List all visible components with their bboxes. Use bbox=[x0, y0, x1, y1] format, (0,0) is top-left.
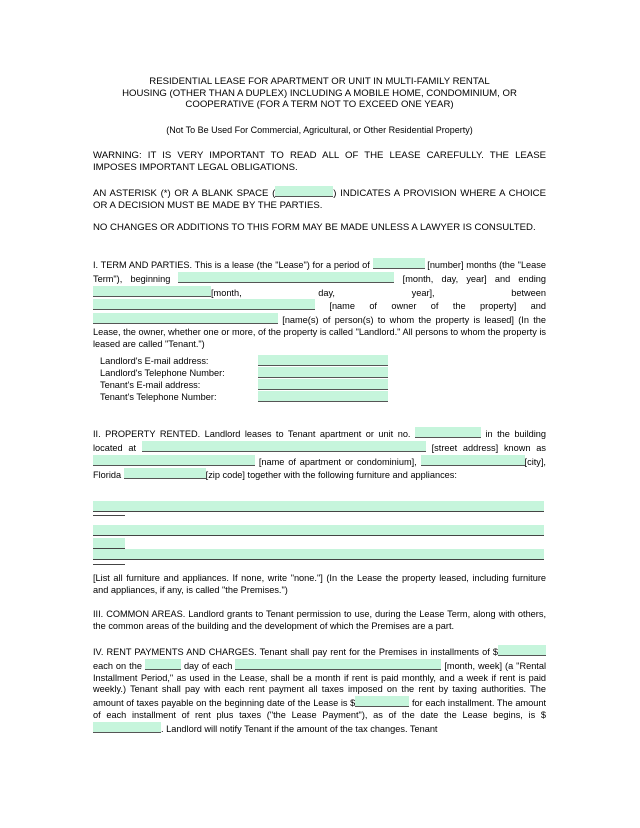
zip-code-field[interactable] bbox=[124, 468, 206, 479]
common-areas-section bbox=[93, 609, 546, 633]
common-areas-text: Landlord grants to Tenant permission to use, during the Lease Term, along with others, the common areas of the building and the development of which the Premises are a part. bbox=[93, 609, 546, 631]
sample-blank-field[interactable] bbox=[275, 186, 333, 197]
landlord-email-field[interactable] bbox=[258, 355, 388, 366]
property-text: [city], Florida bbox=[93, 456, 546, 481]
lease-payment-amount-field[interactable] bbox=[93, 722, 161, 733]
warning-paragraph: WARNING: IT IS VERY IMPORTANT TO READ ALL OF THE LEASE CAREFULLY. THE LEASE IMPOSES IMPORTANT LEGAL OBLIGATIONS. bbox=[93, 150, 546, 173]
asterisk-paragraph bbox=[93, 186, 546, 212]
furniture-line-stub bbox=[93, 563, 125, 565]
property-heading: II. PROPERTY RENTED. bbox=[93, 429, 201, 439]
furniture-field-2[interactable] bbox=[93, 525, 544, 536]
term-section bbox=[93, 258, 546, 351]
furniture-note: [List all furniture and appliances. If none, write "none."] (In the Lease the property leased, including furniture and appliances, if any, is called "the Premises.") bbox=[93, 573, 546, 595]
lease-end-date-field[interactable] bbox=[93, 286, 211, 297]
tenant-email-field[interactable] bbox=[258, 379, 388, 390]
street-address-field[interactable] bbox=[142, 441, 426, 452]
city-field[interactable] bbox=[421, 455, 525, 466]
term-heading: I. TERM AND PARTIES. bbox=[93, 260, 193, 270]
rent-text: . Landlord will notify Tenant if the amount of the tax changes. Tenant bbox=[161, 723, 438, 734]
building-name-field[interactable] bbox=[93, 455, 255, 466]
furniture-field-2-stub[interactable] bbox=[93, 538, 125, 549]
rent-heading: IV. RENT PAYMENTS AND CHARGES. bbox=[93, 647, 257, 657]
no-changes-paragraph: NO CHANGES OR ADDITIONS TO THIS FORM MAY BE MADE UNLESS A LAWYER IS CONSULTED. bbox=[93, 222, 536, 233]
title-line-1: RESIDENTIAL LEASE FOR APARTMENT OR UNIT IN MULTI-FAMILY RENTAL bbox=[149, 76, 490, 87]
rent-text: Tenant shall pay rent for the Premises in installments of $ bbox=[256, 647, 499, 657]
term-text: [name of owner of the property] and bbox=[315, 301, 546, 312]
property-text: [street address] known as bbox=[425, 442, 546, 453]
landlord-phone-label: Landlord's Telephone Number: bbox=[100, 368, 225, 378]
tenant-phone-label: Tenant's Telephone Number: bbox=[100, 392, 217, 402]
property-text: in the building located at bbox=[93, 429, 546, 453]
rent-installment-amount-field[interactable] bbox=[498, 645, 546, 656]
furniture-field-1[interactable] bbox=[93, 501, 544, 512]
rent-text: [month, week] (a "Rental Installment Period," as used in the Lease, shall be a month if rent is paid monthly, and a week if rent is paid weekly.) Tenant shall pay with each rent payment all taxes imposed on the rent by taxing authorities. The amount of taxes payable on the beginning date of the Lease is $ bbox=[93, 660, 547, 709]
title-line-3: COOPERATIVE (FOR A TERM NOT TO EXCEED ONE YEAR) bbox=[185, 99, 454, 110]
document-subtitle: (Not To Be Used For Commercial, Agricultural, or Other Residential Property) bbox=[166, 125, 473, 135]
furniture-line-stub bbox=[93, 514, 125, 516]
tenant-email-label: Tenant's E-mail address: bbox=[100, 380, 201, 390]
rental-period-field[interactable] bbox=[235, 659, 441, 670]
tax-amount-field[interactable] bbox=[355, 696, 409, 707]
property-text: [zip code] together with the following furniture and appliances: bbox=[205, 470, 457, 481]
term-text: [number] months (the "Lease Term"), beginning bbox=[93, 260, 546, 284]
rent-section bbox=[93, 645, 546, 736]
term-text: [month, day, year], between bbox=[211, 287, 546, 298]
landlord-phone-field[interactable] bbox=[258, 367, 388, 378]
lease-months-field[interactable] bbox=[373, 258, 425, 269]
term-text: [name(s) of person(s) to whom the property is leased] (In the Lease, the owner, whether one or more, of the property is called "Landlord." All persons to whom the property is leased are called "Tenant.") bbox=[93, 315, 546, 349]
property-text: [name of apartment or condominium], bbox=[255, 456, 421, 467]
landlord-name-field[interactable] bbox=[93, 299, 315, 310]
rent-due-day-field[interactable] bbox=[145, 659, 181, 670]
rent-text: day of each bbox=[180, 660, 236, 671]
term-text: This is a lease (the "Lease") for a period of bbox=[192, 260, 373, 270]
common-areas-heading: III. COMMON AREAS. bbox=[93, 609, 186, 619]
document-title bbox=[93, 76, 546, 111]
tenant-names-field[interactable] bbox=[93, 313, 278, 324]
asterisk-text-after: ) INDICATES A PROVISION WHERE A CHOICE OR A DECISION MUST BE MADE BY THE PARTIES. bbox=[93, 188, 546, 211]
term-text: [month, day, year] and ending bbox=[394, 273, 546, 284]
landlord-email-label: Landlord's E-mail address: bbox=[100, 356, 209, 366]
lease-begin-date-field[interactable] bbox=[178, 272, 394, 283]
asterisk-text-before: AN ASTERISK (*) OR A BLANK SPACE ( bbox=[93, 188, 276, 199]
furniture-field-3[interactable] bbox=[93, 549, 544, 560]
rent-text: each on the bbox=[93, 660, 145, 671]
property-text: Landlord leases to Tenant apartment or unit no. bbox=[200, 429, 415, 439]
unit-number-field[interactable] bbox=[415, 427, 481, 438]
rent-text: for each installment. The amount of each installment of rent plus taxes ("the Lease Payment"), as of the date the Lease begins, is $ bbox=[93, 698, 547, 720]
property-section bbox=[93, 427, 546, 482]
tenant-phone-field[interactable] bbox=[258, 391, 388, 402]
title-line-2: HOUSING (OTHER THAN A DUPLEX) INCLUDING A MOBILE HOME, CONDOMINIUM, OR bbox=[122, 87, 517, 99]
